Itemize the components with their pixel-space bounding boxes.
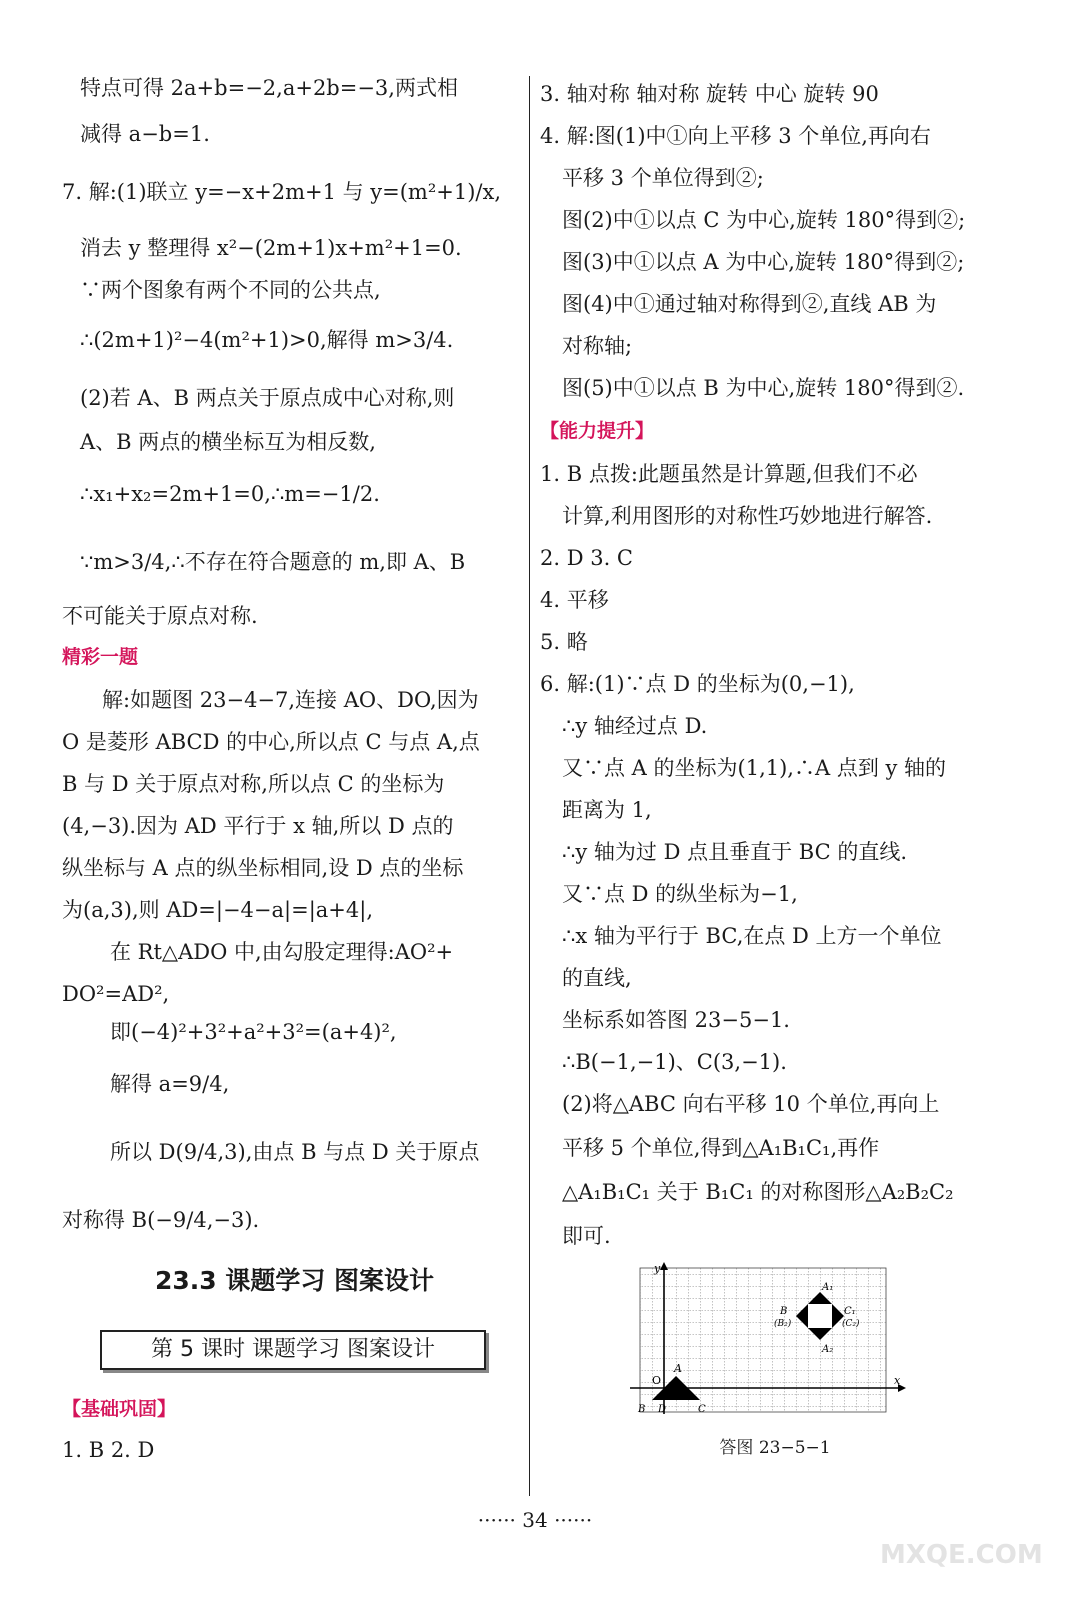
text-line: 的直线, <box>562 966 632 990</box>
text-line: 纵坐标与 A 点的纵坐标相同,设 D 点的坐标 <box>62 856 464 880</box>
text-line: 在 Rt△ADO 中,由勾股定理得:AO²+ <box>110 940 454 964</box>
label-x: x <box>894 1374 901 1387</box>
text-line: 图(4)中①通过轴对称得到②,直线 AB 为 <box>562 292 937 316</box>
text-line: DO²=AD², <box>62 982 170 1006</box>
text-line: 4. 解:图(1)中①向上平移 3 个单位,再向右 <box>540 124 931 148</box>
text-line: 为(a,3),则 AD=|−4−a|=|a+4|, <box>62 898 374 922</box>
text-line: 4. 平移 <box>540 588 609 612</box>
label-y: y <box>654 1262 661 1275</box>
highlight-tag: 精彩一题 <box>62 646 139 668</box>
text-line: B 与 D 关于原点对称,所以点 C 的坐标为 <box>62 772 445 796</box>
text-line: 6. 解:(1)∵点 D 的坐标为(0,−1), <box>540 672 855 696</box>
figure-caption: 答图 23−5−1 <box>719 1438 831 1458</box>
text-line: (4,−3).因为 AD 平行于 x 轴,所以 D 点的 <box>62 814 454 838</box>
text-line: ∵两个图象有两个不同的公共点, <box>80 278 381 302</box>
page-number: ······ 34 ······ <box>477 1508 593 1532</box>
label-a1: A₁ <box>822 1282 834 1293</box>
text-line: ∴y 轴经过点 D. <box>562 714 708 738</box>
text-line: 坐标系如答图 23−5−1. <box>562 1008 790 1032</box>
label-o: O <box>652 1374 662 1387</box>
label-c1: C₁ <box>844 1306 856 1317</box>
text-line: 又∵点 A 的坐标为(1,1),∴A 点到 y 轴的 <box>562 756 947 780</box>
label-b2: (B₂) <box>774 1319 792 1329</box>
label-a: A <box>674 1362 682 1375</box>
square-inner <box>808 1304 832 1328</box>
text-line: 消去 y 整理得 x²−(2m+1)x+m²+1=0. <box>80 236 462 260</box>
text-line: 特点可得 2a+b=−2,a+2b=−3,两式相 <box>80 76 458 100</box>
text-line: 2. D 3. C <box>540 546 634 570</box>
label-c2: (C₂) <box>842 1319 860 1329</box>
text-line: ∴x 轴为平行于 BC,在点 D 上方一个单位 <box>562 924 942 948</box>
text-line: (2)若 A、B 两点关于原点成中心对称,则 <box>80 386 455 410</box>
basic-tag: 【基础巩固】 <box>62 1398 177 1420</box>
text-line: 又∵点 D 的纵坐标为−1, <box>562 882 798 906</box>
label-d: D <box>658 1404 667 1415</box>
y-axis-arrow <box>660 1262 668 1270</box>
text-line: 1. B 2. D <box>62 1438 155 1462</box>
text-line: 图(2)中①以点 C 为中心,旋转 180°得到②; <box>562 208 966 232</box>
column-divider <box>529 76 530 1496</box>
text-line: 平移 3 个单位得到②; <box>562 166 764 190</box>
label-c: C <box>698 1404 706 1415</box>
text-line: 平移 5 个单位,得到△A₁B₁C₁,再作 <box>562 1136 880 1160</box>
text-line: O 是菱形 ABCD 的中心,所以点 C 与点 A,点 <box>62 730 480 754</box>
text-line: ∴y 轴为过 D 点且垂直于 BC 的直线. <box>562 840 908 864</box>
text-line: 解得 a=9/4, <box>110 1072 230 1096</box>
text-line: (2)将△ABC 向右平移 10 个单位,再向上 <box>562 1092 940 1116</box>
grid-diagram <box>628 1262 908 1422</box>
text-line: 3. 轴对称 轴对称 旋转 中心 旋转 90 <box>540 82 879 106</box>
text-line: 对称轴; <box>562 334 633 358</box>
section-title: 23.3 课题学习 图案设计 <box>154 1266 435 1295</box>
text-line: 计算,利用图形的对称性巧妙地进行解答. <box>562 504 933 528</box>
ability-tag: 【能力提升】 <box>540 420 655 442</box>
text-line: 即(−4)²+3²+a²+3²=(a+4)², <box>110 1020 397 1044</box>
text-line: ∴(2m+1)²−4(m²+1)>0,解得 m>3/4. <box>80 328 454 352</box>
problem-7: 7. 解:(1)联立 y=−x+2m+1 与 y=(m²+1)/x, <box>62 180 502 204</box>
watermark: MXQE.COM <box>880 1540 1043 1570</box>
text-line: 减得 a−b=1. <box>80 122 210 146</box>
text-line: ∴B(−1,−1)、C(3,−1). <box>562 1050 787 1074</box>
text-line: 不可能关于原点对称. <box>62 604 258 628</box>
text-line: △A₁B₁C₁ 关于 B₁C₁ 的对称图形△A₂B₂C₂ <box>562 1180 954 1204</box>
label-b: B <box>638 1404 646 1415</box>
text-line: 所以 D(9/4,3),由点 B 与点 D 关于原点 <box>110 1140 480 1164</box>
label-b1: B <box>780 1306 788 1317</box>
text-line: 图(3)中①以点 A 为中心,旋转 180°得到②; <box>562 250 965 274</box>
text-line: 对称得 B(−9/4,−3). <box>62 1208 260 1232</box>
text-line: 1. B 点拨:此题虽然是计算题,但我们不必 <box>540 462 918 486</box>
coordinate-figure <box>628 1262 908 1427</box>
lesson-title: 第 5 课时 课题学习 图案设计 <box>100 1330 486 1370</box>
text-line: 即可. <box>562 1224 611 1248</box>
text-line: ∴x₁+x₂=2m+1=0,∴m=−1/2. <box>80 482 380 506</box>
text-line: 5. 略 <box>540 630 588 654</box>
text-line: 距离为 1, <box>562 798 652 822</box>
text-line: 解:如题图 23−4−7,连接 AO、DO,因为 <box>102 688 479 712</box>
label-a2: A₂ <box>822 1344 834 1355</box>
text-line: A、B 两点的横坐标互为相反数, <box>80 430 376 454</box>
text-line: 图(5)中①以点 B 为中心,旋转 180°得到②. <box>562 376 965 400</box>
text-line: ∵m>3/4,∴不存在符合题意的 m,即 A、B <box>80 550 466 574</box>
